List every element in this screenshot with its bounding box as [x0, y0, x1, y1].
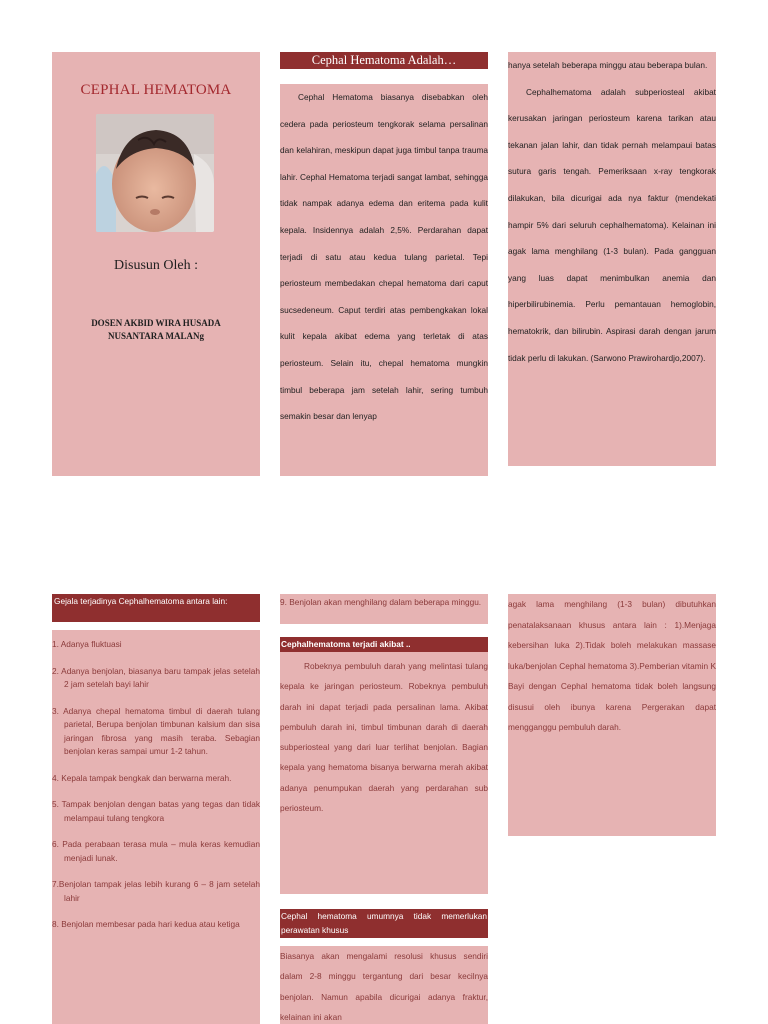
list-item: 9. Benjolan akan menghilang dalam beberapa minggu. — [280, 597, 482, 607]
cause-heading: Cephalhematoma terjadi akibat .. — [280, 637, 488, 652]
treatment-heading: Cephal hematoma umumnya tidak memerlukan perawatan khusus — [280, 909, 488, 938]
baby-photo — [96, 114, 214, 232]
definition-continued-panel — [508, 52, 716, 466]
list-item: 7.Benjolan tampak jelas lebih kurang 6 – 8 jam setelah lahir — [52, 879, 260, 903]
symptoms-continued-panel — [280, 594, 488, 624]
author-block — [62, 317, 250, 343]
symptoms-list — [52, 638, 260, 932]
list-item: 1. Adanya fluktuasi — [52, 639, 122, 649]
definition-panel — [280, 84, 488, 476]
cause-text: Robeknya pembuluh darah yang melintasi tulang kepala ke jaringan periosteum. Robeknya pembuluh darah ini dapat terjadi pada persalinan lama. Akibat pembuluh darah ini, timbul timbunan darah di daerah subperiosteal yang dari luar terlihat benjolan. Bagian kepala yang hematoma bisanya berwarna merah akibat adanya penumpukan daerah yang perdarahan sub periosteum. — [280, 661, 488, 814]
cover-panel — [52, 52, 260, 476]
cause-panel — [280, 652, 488, 894]
list-item: 2. Adanya benjolan, biasanya baru tampak jelas setelah 2 jam setelah bayi lahir — [52, 665, 260, 689]
treatment-text: Biasanya akan mengalami resolusi khusus sendiri dalam 2-8 minggu tergantung dari besar kecilnya benjolan. Namun apabila dicurigai adanya fraktur, kelainan ini akan — [280, 951, 488, 1022]
list-item: 3. Adanya chepal hematoma timbul di daerah tulang parietal, Berupa benjolan timbunan kalsium dan sisa jaringan fibrosa yang masih teraba. Sebagian benjolan keras sampai umur 1-2 tahun. — [52, 705, 260, 756]
continued-paragraph-1: hanya setelah beberapa minggu atau beberapa bulan. — [508, 60, 708, 70]
treatment-continued-panel — [508, 594, 716, 836]
disusun-label: Disusun Oleh : — [114, 258, 198, 273]
author-line-2: NUSANTARA MALANg — [107, 331, 205, 341]
author-line-1: DOSEN AKBID WIRA HUSADA — [91, 318, 221, 328]
symptoms-heading: Gejala terjadinya Cephalhematoma antara lain: — [52, 594, 260, 622]
symptoms-panel — [52, 630, 260, 1024]
continued-paragraph-2: Cephalhematoma adalah subperiosteal akibat kerusakan jaringan periosteum karena tarikan atau tekanan jalan lahir, dan tidak pernah melampaui batas sutura garis tengah. Pemeriksaan x-ray tengkorak dilakukan, bila dicurigai ada nya faktur (mendekati hampir 5% dari seluruh cephalhematoma). Kelainan ini agak lama menghilang (1-3 bulan). Pada gangguan yang luas dapat menimbulkan anemia dan hiperbilirubinemia. Perlu pemantauan hemoglobin, hematokrik, dan bilirubin. Aspirasi darah dengan jarum tidak perlu di lakukan. (Sarwono Prawirohardjo,2007). — [508, 86, 716, 363]
cover-title: CEPHAL HEMATOMA — [80, 82, 232, 98]
list-item: 6. Pada perabaan terasa mula – mula keras kemudian menjadi lunak. — [52, 839, 260, 863]
treatment-continued-text: agak lama menghilang (1-3 bulan) dibutuhkan penatalaksanaan khusus antara lain : 1).Menjaga kebersihan luka 2).Tidak boleh melakukan massase luka/benjolan Cephal hematoma 3).Pemberian vitamin K Bayi dengan Cephal hematoma tidak boleh langsung disusui oleh ibunya karena Pergerakan dapat mengganggu pembuluh darah. — [508, 599, 716, 732]
definition-heading: Cephal Hematoma Adalah… — [280, 52, 488, 69]
definition-text: Cephal Hematoma biasanya disebabkan oleh cedera pada periosteum tengkorak selama persalinan dan kelahiran, meskipun dapat juga timbul tanpa trauma lahir. Cephal Hematoma terjadi sangat lambat, sehingga tidak nampak adanya edema dan eritema pada kulit kepala. Insidennya adalah 2,5%. Perdarahan dapat terjadi di satu atau kedua tulang parietal. Tepi periosteum membedakan chepal hematoma dari caput sucsedeneum. Caput terdiri atas pembengkakan lokal kulit kepala akibat edema yang terletak di atas periosteum. Selain itu, chepal hematoma mungkin timbul beberapa jam setelah lahir, sering tumbuh semakin besar dan lenyap — [280, 92, 488, 422]
treatment-panel — [280, 946, 488, 1024]
list-item: 8. Benjolan membesar pada hari kedua atau ketiga — [52, 919, 240, 929]
list-item: 4. Kepala tampak bengkak dan berwarna merah. — [52, 772, 232, 783]
list-item: 5. Tampak benjolan dengan batas yang tegas dan tidak melampaui tulang tengkora — [52, 799, 260, 823]
